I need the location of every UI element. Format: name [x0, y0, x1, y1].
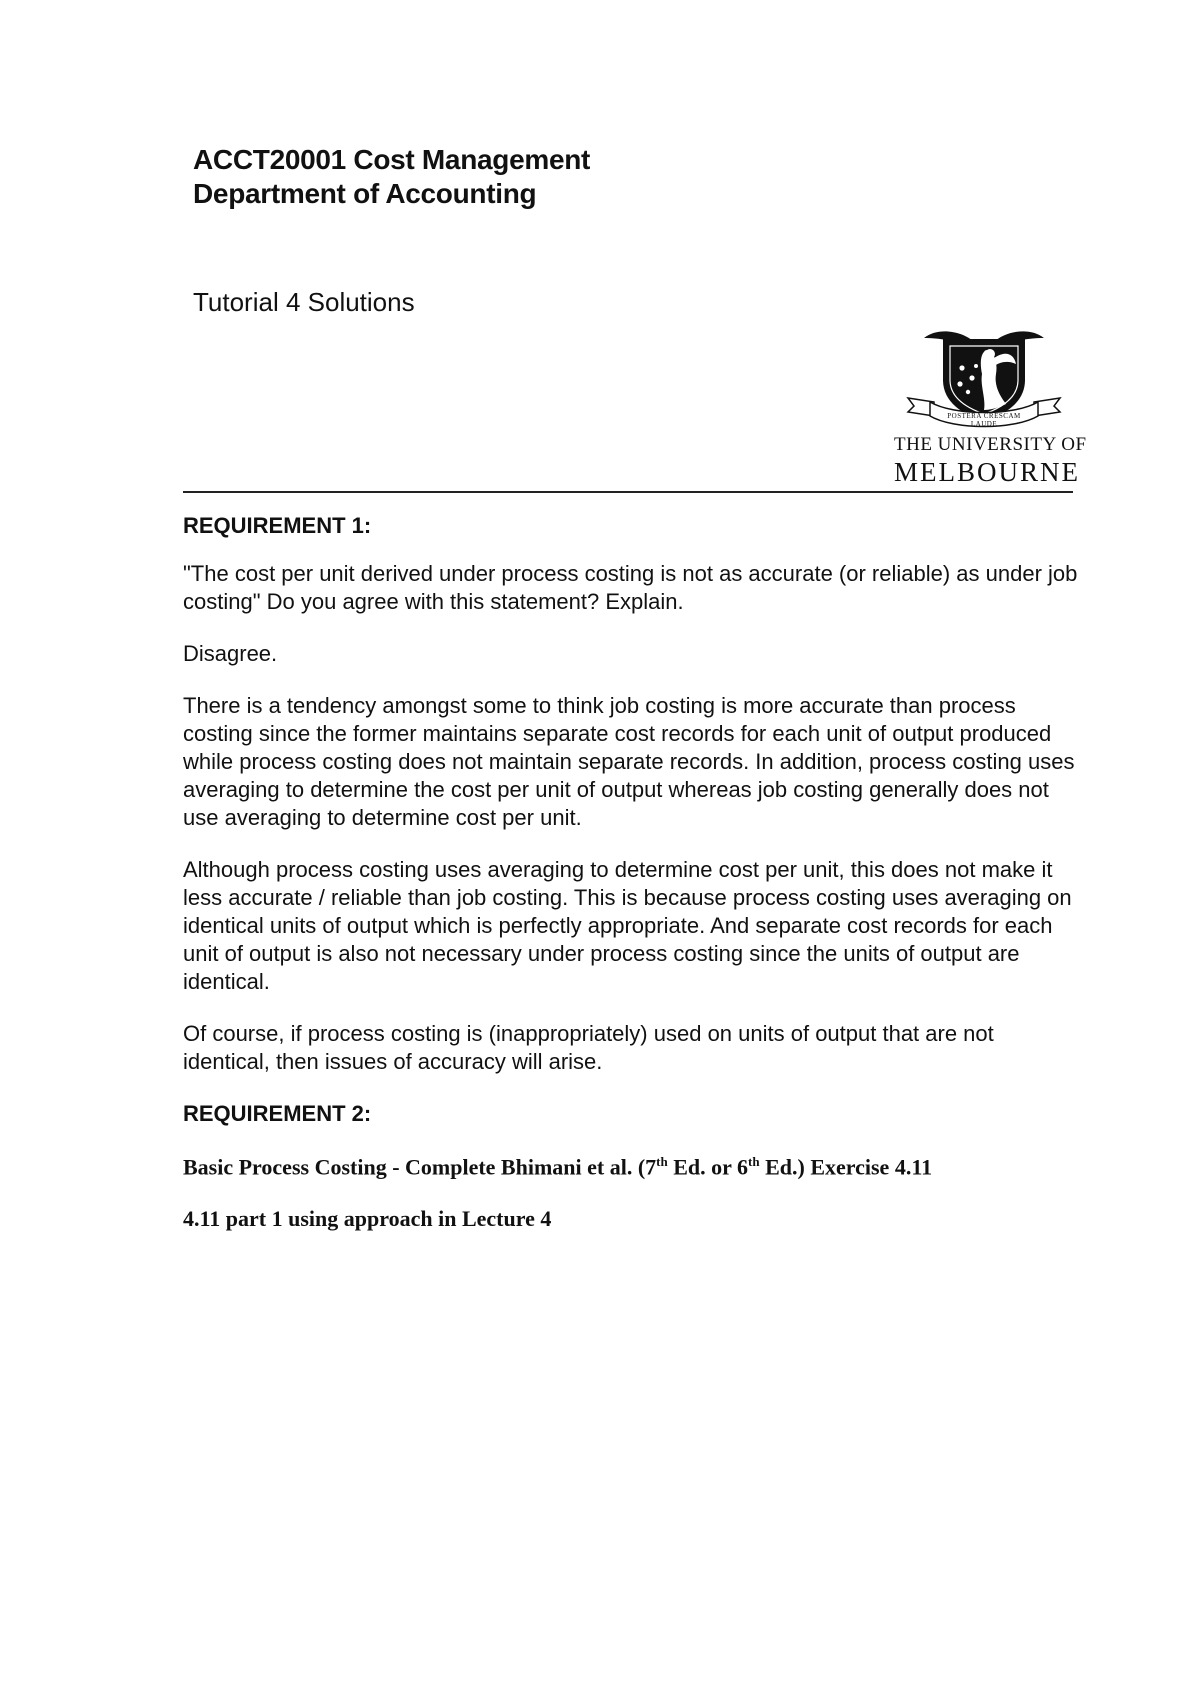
document-body — [183, 512, 1083, 1257]
requirement-1-paragraph-2: Although process costing uses averaging to determine cost per unit, this does not make it less accurate / reliable than job costing. This is because process costing uses averaging on identical units of output which is perfectly appropriate. And separate cost records for each unit of output is also not necessary under process costing since the units of output are identical. — [183, 857, 1072, 994]
exercise-text-mid: Ed. or 6 — [667, 1154, 749, 1180]
requirement-1-answer: Disagree. — [183, 641, 278, 666]
exercise-text-suffix: Ed.) Exercise 4.11 — [759, 1154, 933, 1180]
requirement-2-exercise — [183, 1148, 1083, 1181]
logo-melbourne-line: MELBOURNE — [894, 457, 1080, 487]
logo-university-line: THE UNIVERSITY OF — [894, 434, 1087, 455]
exercise-text-prefix: Basic Process Costing - Complete Bhimani et al. (7 — [183, 1154, 657, 1180]
exercise-superscript-2: th — [748, 1154, 760, 1169]
logo-motto: POSTERA CRESCAM LAUDE — [947, 412, 1021, 428]
exercise-superscript-1: th — [656, 1154, 668, 1169]
requirement-1-question: "The cost per unit derived under process costing is not as accurate (or reliable) as under job costing" Do you agree with this statement? Explain. — [183, 561, 1078, 614]
requirement-1-paragraph-1: There is a tendency amongst some to think job costing is more accurate than process costing since the former maintains separate cost records for each unit of output produced while process costing does not maintain separate records. In addition, process costing uses averaging to determine the cost per unit of output whereas job costing generally does not use averaging to determine cost per unit. — [183, 693, 1075, 830]
requirement-1-heading: REQUIREMENT 1: — [183, 513, 372, 538]
header-divider — [183, 491, 1073, 493]
course-title: ACCT20001 Cost Management — [193, 144, 591, 175]
requirement-2-heading: REQUIREMENT 2: — [183, 1101, 372, 1126]
department-title: Department of Accounting — [193, 178, 537, 209]
requirement-1-paragraph-3: Of course, if process costing is (inappropriately) used on units of output that are not identical, then issues of accuracy will arise. — [183, 1021, 994, 1074]
course-header — [193, 143, 590, 211]
university-logo — [894, 320, 1087, 492]
tutorial-subtitle: Tutorial 4 Solutions — [193, 287, 415, 317]
requirement-2-part: 4.11 part 1 using approach in Lecture 4 — [183, 1206, 552, 1232]
